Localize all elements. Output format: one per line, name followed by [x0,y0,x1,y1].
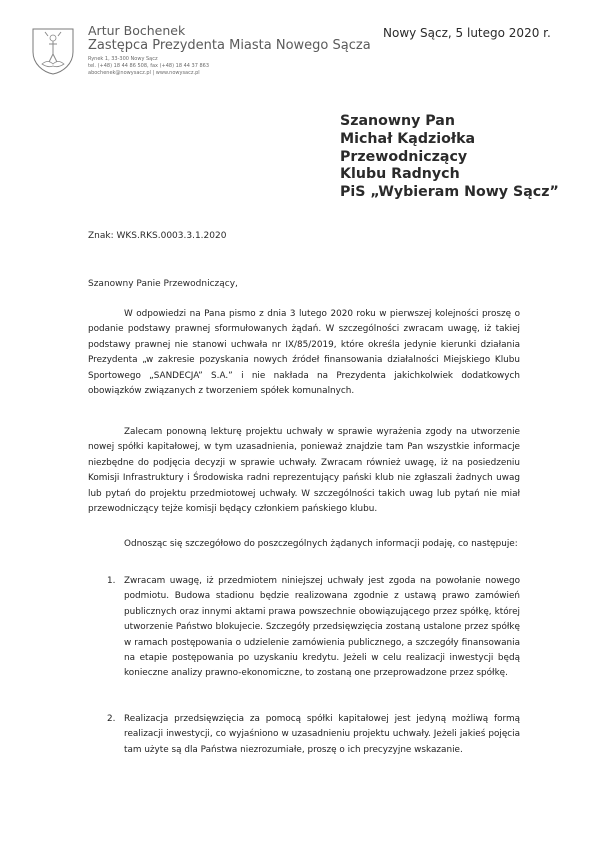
paragraph-text: W odpowiedzi na Pana pismo z dnia 3 lutego 2020 roku w pierwszej kolejności proszę o podanie podstawy prawnej sformułowanych żądań. W szczególności zwracam uwagę, iż takiej podstawy prawnej nie stanowi uchwała nr IX/85/2019, które określa jedynie kierunki działania Prezydenta „w zakresie pozyskania nowych źródeł finansowania działalności Miejskiego Klubu Sportowego „SANDECJA” S.A.” i nie nakłada na Prezydenta jakichkolwiek dodatkowych obowiązków związanych z tworzeniem spółek komunalnych. [88,309,520,397]
paragraph-text: Zalecam ponowną lekturę projektu uchwały w sprawie wyrażenia zgody na utworzenie nowej spółki kapitałowej, w tym uzasadnienia, ponieważ znajdzie tam Pan wszystkie informacje niezbędne do podjęcia decyzji w sprawie uchwały. Zwracam również uwagę, iż na posiedzeniu Komisji Infrastruktury i Środowiska radni reprezentujący pański klub nie zgłaszali żadnych uwag lub pytań do projektu przedmiotowej uchwały. W szczególności takich uwag lub pytań nie miał przewodniczący tejże komisji będący członkiem pańskiego klubu. [88,427,520,515]
city-coat-of-arms-icon [30,26,76,76]
addressee-block [340,113,559,202]
list-number: 2. [107,714,116,724]
list-text: Zwracam uwagę, iż przedmiotem niniejszej uchwały jest zgoda na powołanie nowego podmiotu. Budowa stadionu będzie realizowana zgodnie z ustawą prawo zamówień publicznych oraz innymi aktami prawa powszechnie obowiązującego przez spółkę, której utworzenie Państwo blokujecie. Szczegóły przedsięwzięcia zostaną ustalone przez spółkę w ramach postępowania o udzielenie zamówienia publicznego, a szczegóły finansowania na etapie postępowania po uzyskaniu kredytu. Jeżeli w celu realizacji inwestycji będą konieczne analizy prawno-ekonomiczne, to zostaną one przeprowadzone przez spółkę. [124,576,520,679]
sender-address: Rynek 1, 33-300 Nowy Sącz [88,56,158,62]
list-item [88,712,520,758]
addressee-line: Przewodniczący [340,148,468,165]
sender-contact: abochenek@nowysacz.pl | www.nowysacz.pl [88,70,200,76]
list-intro: Odnosząc się szczegółowo do poszczególnych żądanych informacji podaję, co następuje: [124,539,518,549]
list-item [88,574,520,682]
sender-title: Zastępca Prezydenta Miasta Nowego Sącza [88,38,371,53]
letter-date: Nowy Sącz, 5 lutego 2020 r. [383,26,551,40]
reference-number: Znak: WKS.RKS.0003.3.1.2020 [88,231,227,241]
body-paragraph [88,307,520,399]
addressee-line: PiS „Wybieram Nowy Sącz” [340,184,559,201]
sender-phone: tel. (+48) 18 44 86 508, fax (+48) 18 44 37 863 [88,63,210,69]
salutation: Szanowny Panie Przewodniczący, [88,279,238,289]
addressee-line: Michał Kądziołka [340,130,476,147]
addressee-line: Szanowny Pan [340,113,455,129]
list-number: 1. [107,576,116,586]
body-paragraph [88,425,520,517]
sender-name: Artur Bochenek [88,23,186,38]
list-text: Realizacja przedsięwzięcia za pomocą spółki kapitałowej jest jedyną możliwą formą realizacji inwestycji, co wyjaśniono w uzasadnieniu projektu uchwały. Jeżeli jakieś pojęcia tam użyte są dla Państwa niezrozumiałe, proszę o ich precyzyjne wskazanie. [124,714,520,755]
addressee-line: Klubu Radnych [340,166,460,183]
